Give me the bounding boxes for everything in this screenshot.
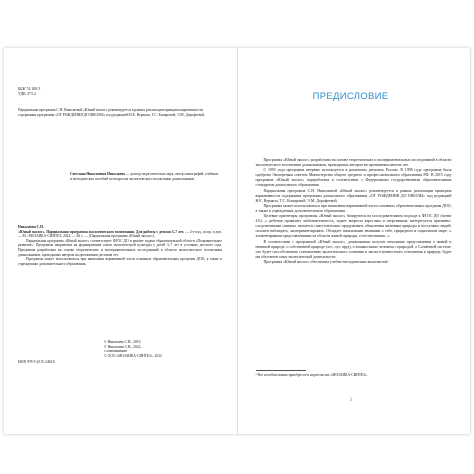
bib-edition: — 2-е изд., испр. и доп. — М.: МОЗАИКА-СИНТЕЗ, 2022. — 96 с. — (Парциальная программа «Юный эколог»).	[18, 229, 222, 239]
paragraph: Программа может использоваться при написании вариативной части основных образовательных программ ДОО, а также в учреждениях дополнительного образования.	[255, 203, 452, 213]
bibliographic-record	[18, 225, 222, 266]
book-spread	[4, 48, 470, 434]
author-name: Светлана Николаевна Николаева	[70, 172, 125, 176]
copyright-line: © ООО «МОЗАИКА-СИНТЕЗ», 2022	[104, 353, 162, 358]
copyright-block	[104, 340, 224, 358]
copyright-line: © Николаева С.Н., 2016	[104, 340, 141, 344]
bib-annotation-2: Программа может использоваться при написании вариативной части основных образовательных программ ДОО, а также в учреждениях дополнительного образования.	[18, 257, 222, 266]
preface-body	[256, 158, 452, 265]
paragraph: Программа «Юный эколог» обеспечена учебно-методическим комплектом¹.	[263, 259, 390, 264]
paragraph: В соответствии с программой «Юный эколог», дошкольники получат начальные представления о живой и неживой природе, о собственной природе (лес, луг, пруд), о взаимосвязях человека с природой, о Солнечной системе, что будет способствовать становлению экологического сознания и эколого-ценностного отношения к природе, будет им обеспечен опыт экологической деятельности.	[255, 239, 452, 259]
page-number: 3	[349, 398, 352, 403]
author-info	[70, 172, 220, 181]
page-title: ПРЕДИСЛОВИЕ	[312, 91, 389, 102]
paragraph: Парциальная программа С.Н. Николаевой «Юный эколог» рекомендуется в рамках реализации принципа вариативности содержания программы дошкольного образования «ОТ РОЖДЕНИЯ ДО ШКОЛЫ» под редакцией Н.Е. Вераксы, Т.С. Комаровой, Э.М. Дорофеевой.	[255, 188, 452, 203]
paragraph: Целевые ориентиры программы «Юный эколог» базируются на последовательном подходе к ФГОС ДО (пункт 4.6): «...ребенок проявляет любознательность, задает вопросы взрослым и сверстникам, интересуется причинно-следственными связями, пытается самостоятельно придумывать объяснения явлениям природы и поступкам людей; склонен наблюдать, экспериментировать. Обладает начальными знаниями о себе, природном и социальном мире...» элементарными представлениями из области живой природы, естествознания...».	[255, 214, 452, 239]
isbn: ISBN 978-5-4315-2482-0	[18, 360, 56, 364]
classification-codes	[18, 86, 40, 96]
copyright-line: © Николаева С.Н., 2022,	[104, 344, 142, 349]
footnote-divider	[256, 370, 306, 371]
author-bio: — доктор педагогических наук, автор монографий, учебных и методических пособий по вопросам экологического воспитания дошкольников.	[70, 172, 219, 181]
bib-title: «Юный эколог». Парциальная программа экологического воспитания. Для работы с детьми 3–7 лет.	[18, 229, 185, 234]
bbk-code: ББК 74.100.5	[18, 86, 41, 91]
right-page	[238, 48, 471, 434]
paragraph: С 1993 года программа впервые используется в различных регионах России. В 1998 году программа была одобрена Экспертным советом Министерства общего среднего и профессионального образования РФ. В 2015 году программа «Юный эколог» переработана в соответствии с Федеральным государственным образовательным стандартом дошкольного образования.	[255, 168, 452, 188]
bib-author: Николаева С.Н.	[18, 225, 44, 229]
bib-annotation: Парциальная программа «Юный эколог» соответствует ФГОС ДО и решает задачи образовательной области «Познавательное развитие». Программа направлена на формирование основ экологической культуры у детей 3–7 лет в условиях детского сада. Программа разработана на основе теоретических и экспериментальных исследований в области экологического воспитания дошкольников, проводимых автором на протяжении десятков лет.	[18, 238, 222, 257]
footnote: ¹ Все пособия можно приобрести в издательстве «МОЗАИКА-СИНТЕЗ».	[255, 373, 368, 377]
left-page	[4, 48, 238, 434]
program-notice: Парциальная программа С.Н. Николаевой «Юный эколог» рекомендуется в рамках реализации принципа вариативности содержания программы «ОТ РОЖДЕНИЯ ДО ШКОЛЫ» под редакцией Н.Е. Вераксы, Т.С. Комаровой, Э.М. Дорофеевой.	[18, 108, 206, 117]
paragraph: Программа «Юный эколог» разработана на основе теоретических и экспериментальных исследований в области экологического воспитания дошкольников, проводимых автором на протяжении многих лет.	[255, 158, 452, 168]
copyright-line: с изменениями	[104, 349, 127, 354]
udk-code: УДК 373.2	[18, 91, 36, 96]
